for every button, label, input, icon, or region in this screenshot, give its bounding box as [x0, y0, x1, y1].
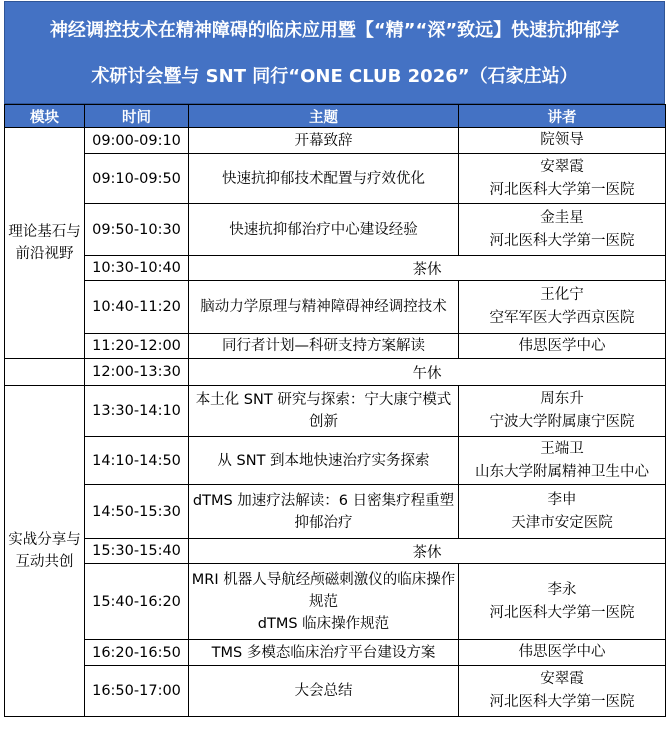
- title-line-2: 术研讨会暨与 SNT 同行“ONE CLUB 2026”（石家庄站）: [91, 66, 578, 87]
- speaker-name: 周东升: [540, 391, 584, 407]
- col-header-speaker: 讲者: [459, 105, 666, 128]
- speaker-cell: [459, 204, 666, 256]
- col-header-topic: 主题: [189, 105, 459, 128]
- speaker-cell: [459, 128, 666, 154]
- time-cell: 15:30-15:40: [85, 539, 189, 564]
- speaker-affiliation: 天津市安定医院: [511, 514, 613, 531]
- break-cell: 午休: [189, 359, 666, 386]
- break-cell: 茶休: [189, 539, 666, 564]
- time-cell: 16:50-17:00: [85, 666, 189, 717]
- time-cell: 09:00-09:10: [85, 128, 189, 154]
- speaker-name: 李永: [547, 581, 577, 598]
- speaker-affiliation: 山东大学附属精神卫生中心: [475, 463, 649, 480]
- topic-line-1: MRI 机器人导航经颅磁刺激仪的临床操作规范: [191, 571, 456, 610]
- topic-cell: 脑动力学原理与精神障碍神经调控技术: [189, 281, 459, 334]
- schedule-table: [4, 104, 666, 717]
- table-row: [5, 281, 666, 334]
- table-row: [5, 564, 666, 640]
- topic-cell: 快速抗抑郁治疗中心建设经验: [189, 204, 459, 256]
- table-row: [5, 334, 666, 359]
- topic-cell: [189, 564, 459, 640]
- speaker-name: 伟思医学中心: [518, 644, 606, 660]
- module-cell: 理论基石与前沿视野: [5, 128, 85, 359]
- speaker-name: 金圭星: [540, 209, 584, 226]
- time-cell: 09:50-10:30: [85, 204, 189, 256]
- time-cell: 15:40-16:20: [85, 564, 189, 640]
- topic-cell: 从 SNT 到本地快速治疗实务探索: [189, 437, 459, 485]
- title-line-1: 神经调控技术在精神障碍的临床应用暨【“精”“深”致远】快速抗抑郁学: [49, 20, 620, 41]
- header-row: [5, 105, 666, 128]
- time-cell: 12:00-13:30: [85, 359, 189, 386]
- speaker-name: 安翠霞: [540, 671, 584, 687]
- topic-cell: TMS 多模态临床治疗平台建设方案: [189, 640, 459, 666]
- time-cell: 13:30-14:10: [85, 386, 189, 437]
- topic-cell: 大会总结: [189, 666, 459, 717]
- topic-cell: dTMS 加速疗法解读：6 日密集疗程重塑抑郁治疗: [189, 485, 459, 539]
- time-cell: 14:50-15:30: [85, 485, 189, 539]
- speaker-cell: [459, 334, 666, 359]
- speaker-affiliation: 河北医科大学第一医院: [489, 604, 635, 621]
- speaker-cell: [459, 564, 666, 640]
- speaker-name: 院领导: [540, 132, 584, 148]
- module-cell: 实战分享与互动共创: [5, 386, 85, 717]
- speaker-cell: [459, 640, 666, 666]
- module-cell-empty: [5, 359, 85, 386]
- speaker-cell: [459, 281, 666, 334]
- speaker-name: 伟思医学中心: [518, 337, 606, 354]
- speaker-cell: [459, 437, 666, 485]
- speaker-cell: [459, 666, 666, 717]
- table-row: [5, 539, 666, 564]
- speaker-name: 李申: [547, 491, 577, 508]
- table-row: [5, 359, 666, 386]
- time-cell: 16:20-16:50: [85, 640, 189, 666]
- title-banner: [4, 1, 665, 104]
- topic-cell: 开幕致辞: [189, 128, 459, 154]
- speaker-cell: [459, 386, 666, 437]
- table-row: [5, 386, 666, 437]
- table-row: [5, 154, 666, 204]
- speaker-affiliation: 空军军医大学西京医院: [489, 310, 635, 326]
- time-cell: 14:10-14:50: [85, 437, 189, 485]
- time-cell: 09:10-09:50: [85, 154, 189, 204]
- speaker-name: 王端卫: [540, 440, 584, 457]
- topic-line-2: dTMS 临床操作规范: [257, 615, 390, 632]
- col-header-time: 时间: [85, 105, 189, 128]
- speaker-affiliation: 宁波大学附属康宁医院: [489, 414, 635, 430]
- time-cell: 10:40-11:20: [85, 281, 189, 334]
- speaker-name: 安翠霞: [540, 158, 584, 175]
- time-cell: 10:30-10:40: [85, 256, 189, 281]
- col-header-module: 模块: [5, 105, 85, 128]
- speaker-affiliation: 河北医科大学第一医院: [489, 232, 635, 249]
- table-row: [5, 485, 666, 539]
- speaker-affiliation: 河北医科大学第一医院: [489, 694, 635, 710]
- table-row: [5, 128, 666, 154]
- table-row: [5, 437, 666, 485]
- time-cell: 11:20-12:00: [85, 334, 189, 359]
- table-row: [5, 256, 666, 281]
- topic-cell: 同行者计划—科研支持方案解读: [189, 334, 459, 359]
- table-row: [5, 204, 666, 256]
- topic-cell: 快速抗抑郁技术配置与疗效优化: [189, 154, 459, 204]
- speaker-name: 王化宁: [540, 287, 584, 303]
- speaker-cell: [459, 154, 666, 204]
- speaker-affiliation: 河北医科大学第一医院: [489, 181, 635, 198]
- table-row: [5, 666, 666, 717]
- break-cell: 茶休: [189, 256, 666, 281]
- table-row: [5, 640, 666, 666]
- topic-cell: 本土化 SNT 研究与探索：宁大康宁模式创新: [189, 386, 459, 437]
- speaker-cell: [459, 485, 666, 539]
